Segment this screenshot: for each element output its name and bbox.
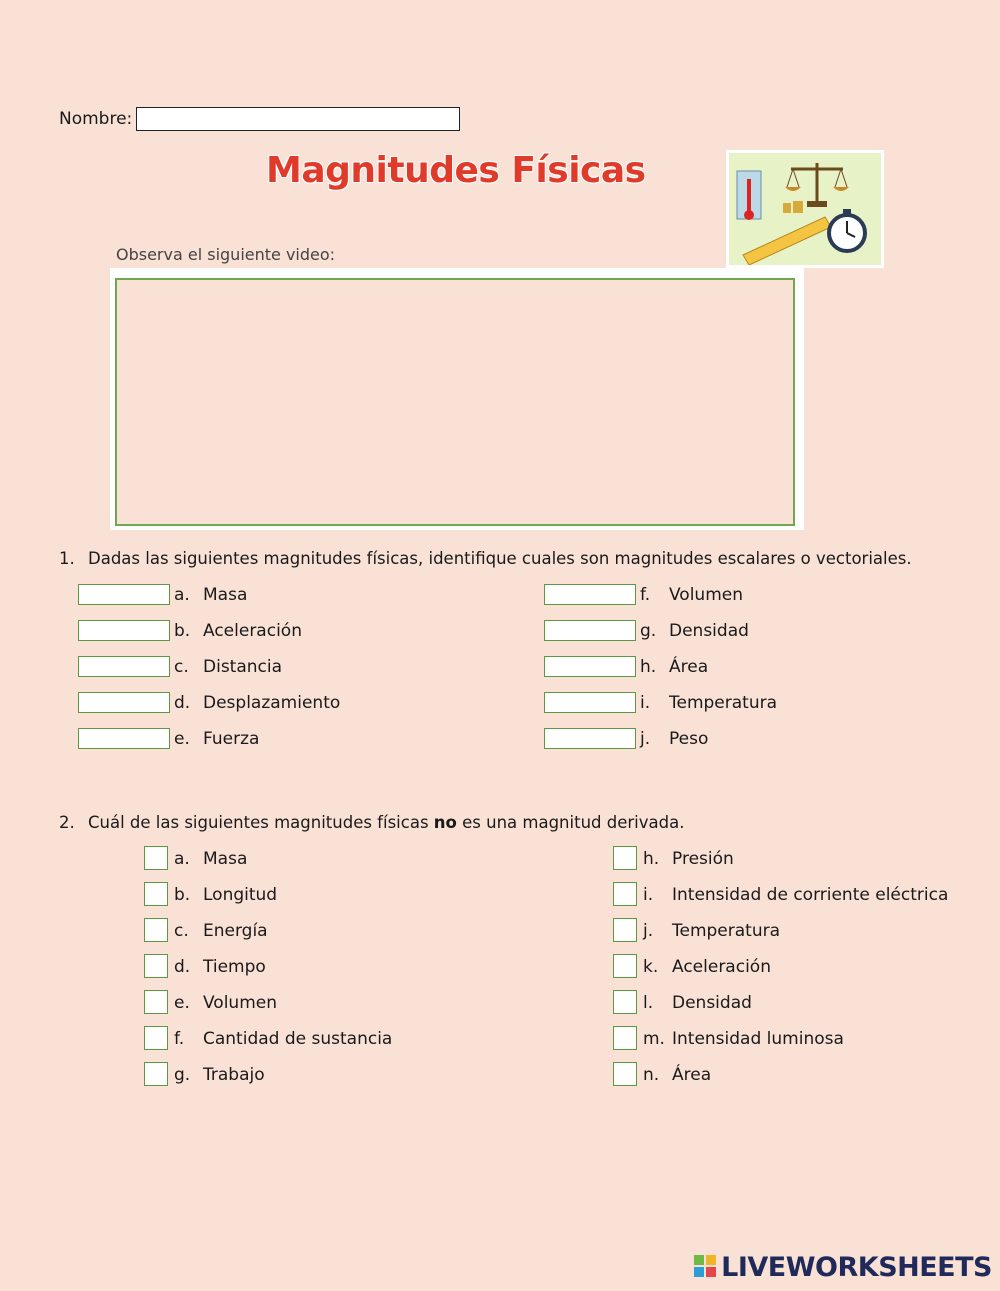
item-label: Masa	[203, 585, 248, 605]
question-2-number: 2.	[59, 813, 75, 832]
item-label: Densidad	[669, 621, 749, 641]
item-letter: b.	[174, 621, 191, 641]
item-letter: d.	[174, 693, 191, 713]
classification-input[interactable]	[78, 656, 170, 677]
item-letter: d.	[174, 957, 191, 977]
item-label: Intensidad de corriente eléctrica	[672, 885, 949, 905]
answer-checkbox[interactable]	[144, 1026, 168, 1050]
item-label: Cantidad de sustancia	[203, 1029, 393, 1049]
answer-item	[144, 920, 564, 944]
answer-item	[78, 656, 498, 680]
answer-item	[78, 620, 498, 644]
video-player[interactable]	[115, 278, 795, 526]
classification-input[interactable]	[544, 692, 636, 713]
answer-item	[144, 992, 564, 1016]
answer-item	[613, 884, 1000, 908]
item-letter: m.	[643, 1029, 665, 1049]
item-label: Volumen	[669, 585, 744, 605]
item-letter: i.	[643, 885, 654, 905]
question-2-emphasis: no	[433, 813, 457, 832]
answer-checkbox[interactable]	[144, 846, 168, 870]
video-caption: Observa el siguiente video:	[116, 245, 336, 264]
item-label: Temperatura	[672, 921, 781, 941]
item-letter: e.	[174, 729, 190, 749]
answer-item	[544, 692, 964, 716]
question-2-text-start: Cuál de las siguientes magnitudes físicas	[88, 813, 434, 832]
classification-input[interactable]	[78, 584, 170, 605]
footer-brand: LIVEWORKSHEETS	[721, 1252, 992, 1283]
liveworksheets-mark-icon	[694, 1255, 718, 1279]
answer-item	[144, 884, 564, 908]
classification-input[interactable]	[78, 728, 170, 749]
answer-item	[613, 1028, 1000, 1052]
answer-item	[78, 584, 498, 608]
item-letter: f.	[640, 585, 651, 605]
physics-instruments-illustration	[726, 150, 884, 268]
answer-checkbox[interactable]	[144, 990, 168, 1014]
answer-checkbox[interactable]	[613, 1062, 637, 1086]
answer-item	[544, 620, 964, 644]
answer-item	[78, 692, 498, 716]
item-letter: b.	[174, 885, 191, 905]
classification-input[interactable]	[78, 692, 170, 713]
item-label: Presión	[672, 849, 734, 869]
classification-input[interactable]	[544, 584, 636, 605]
item-letter: c.	[174, 921, 189, 941]
answer-item	[144, 1028, 564, 1052]
answer-checkbox[interactable]	[613, 1026, 637, 1050]
answer-checkbox[interactable]	[144, 1062, 168, 1086]
classification-input[interactable]	[544, 620, 636, 641]
item-label: Distancia	[203, 657, 283, 677]
question-1-text: Dadas las siguientes magnitudes físicas, identifique cuales son magnitudes escalares o vectoriales.	[88, 549, 912, 568]
item-label: Densidad	[672, 993, 752, 1013]
answer-item	[613, 920, 1000, 944]
item-label: Masa	[203, 849, 248, 869]
item-letter: f.	[174, 1029, 185, 1049]
answer-checkbox[interactable]	[144, 882, 168, 906]
answer-item	[544, 728, 964, 752]
answer-item	[78, 728, 498, 752]
item-letter: i.	[640, 693, 651, 713]
item-label: Área	[669, 657, 709, 677]
item-label: Trabajo	[203, 1065, 265, 1085]
question-2-text	[88, 813, 684, 832]
item-letter: h.	[640, 657, 657, 677]
answer-checkbox[interactable]	[613, 882, 637, 906]
item-label: Tiempo	[203, 957, 266, 977]
item-letter: a.	[174, 585, 190, 605]
name-label: Nombre:	[59, 109, 133, 129]
classification-input[interactable]	[544, 656, 636, 677]
item-letter: l.	[643, 993, 654, 1013]
item-label: Fuerza	[203, 729, 260, 749]
item-label: Peso	[669, 729, 709, 749]
item-label: Energía	[203, 921, 268, 941]
answer-item	[144, 956, 564, 980]
item-label: Área	[672, 1065, 712, 1085]
answer-item	[613, 956, 1000, 980]
item-label: Longitud	[203, 885, 278, 905]
question-1-number: 1.	[59, 549, 75, 568]
page-title: Magnitudes Físicas	[266, 150, 646, 191]
liveworksheets-logo	[694, 1252, 992, 1283]
answer-item	[544, 656, 964, 680]
classification-input[interactable]	[78, 620, 170, 641]
item-label: Aceleración	[672, 957, 771, 977]
item-label: Volumen	[203, 993, 278, 1013]
item-letter: h.	[643, 849, 660, 869]
item-letter: g.	[640, 621, 657, 641]
answer-item	[613, 992, 1000, 1016]
item-letter: c.	[174, 657, 189, 677]
answer-checkbox[interactable]	[613, 918, 637, 942]
item-label: Aceleración	[203, 621, 302, 641]
item-letter: n.	[643, 1065, 660, 1085]
name-input[interactable]	[136, 107, 460, 131]
answer-checkbox[interactable]	[613, 990, 637, 1014]
item-letter: j.	[643, 921, 654, 941]
item-letter: g.	[174, 1065, 191, 1085]
item-letter: j.	[640, 729, 651, 749]
item-letter: k.	[643, 957, 659, 977]
answer-item	[144, 848, 564, 872]
item-label: Intensidad luminosa	[672, 1029, 844, 1049]
answer-checkbox[interactable]	[144, 918, 168, 942]
answer-item	[544, 584, 964, 608]
answer-item	[613, 848, 1000, 872]
item-label: Temperatura	[669, 693, 778, 713]
answer-checkbox[interactable]	[613, 846, 637, 870]
question-2-text-end: es una magnitud derivada.	[456, 813, 685, 832]
answer-checkbox[interactable]	[613, 954, 637, 978]
item-letter: e.	[174, 993, 190, 1013]
item-letter: a.	[174, 849, 190, 869]
answer-item	[144, 1064, 564, 1088]
answer-item	[613, 1064, 1000, 1088]
classification-input[interactable]	[544, 728, 636, 749]
answer-checkbox[interactable]	[144, 954, 168, 978]
item-label: Desplazamiento	[203, 693, 341, 713]
